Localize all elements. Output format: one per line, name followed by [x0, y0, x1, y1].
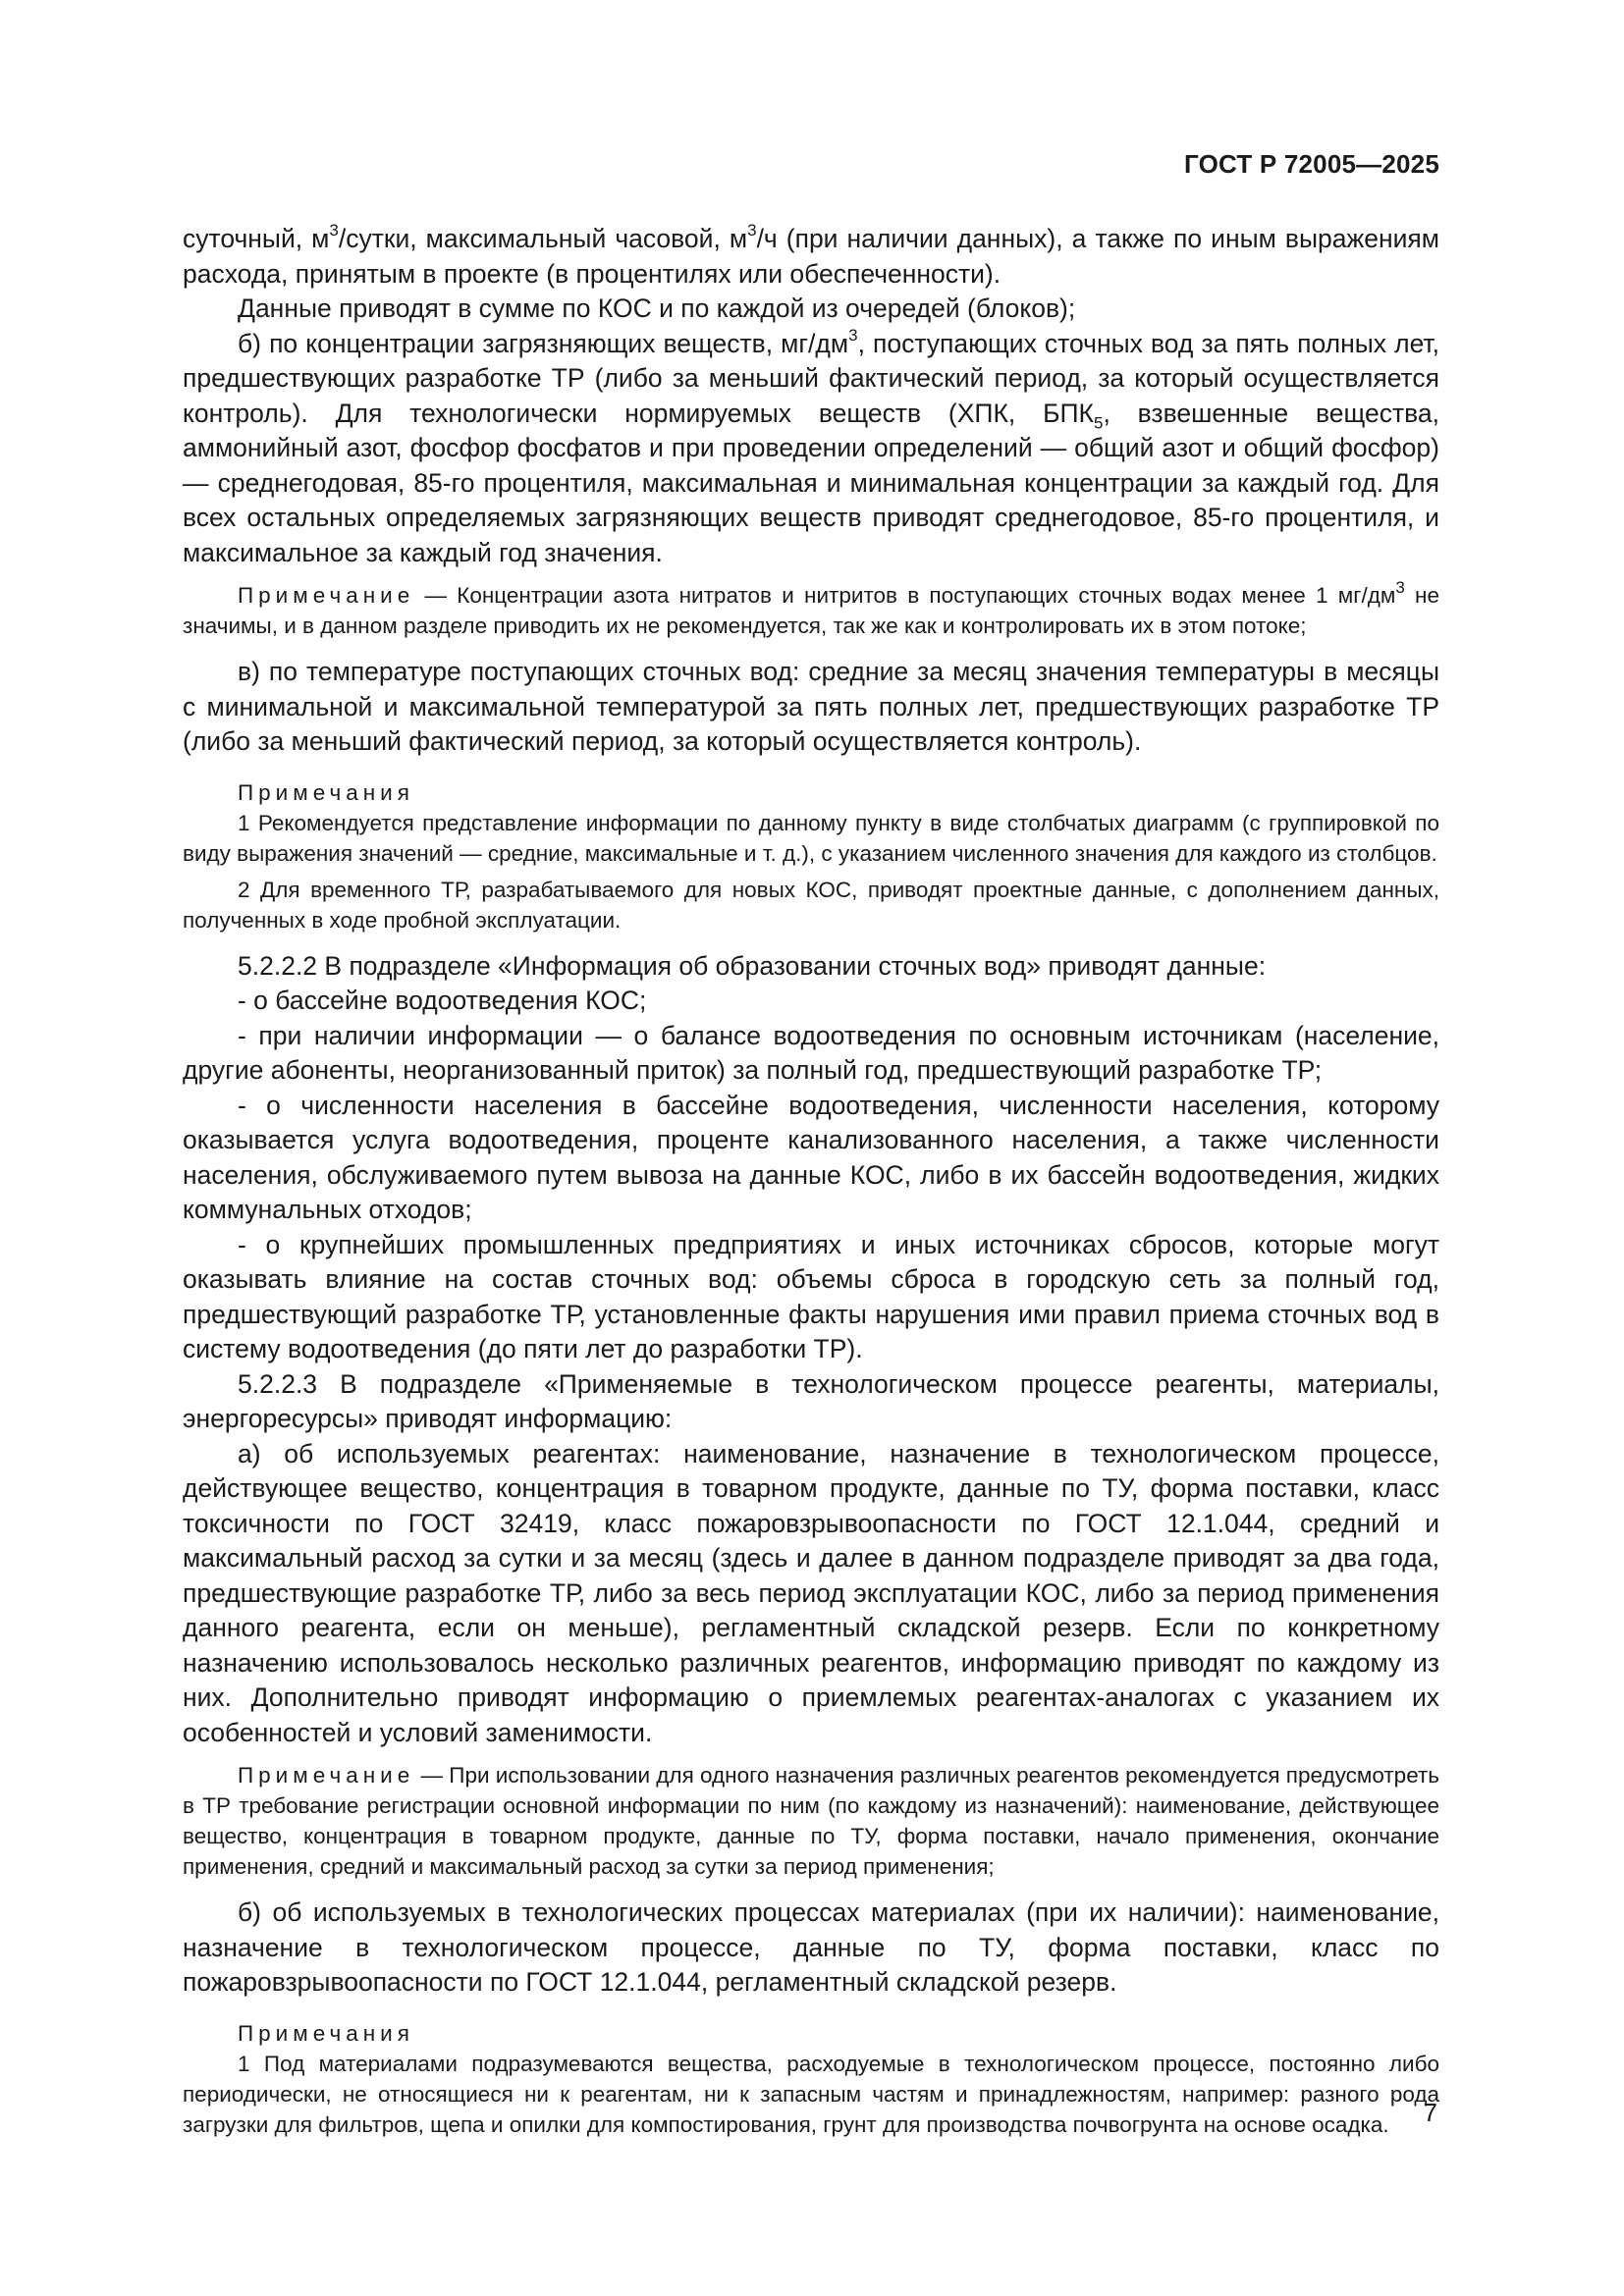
page-number: 7	[1423, 2098, 1437, 2127]
note-label: Примечание	[238, 583, 415, 608]
list-item: - о крупнейших промышленных предприятиях и иных источниках сбросов, которые могут оказывать влияние на состав сточных вод: объемы сброса в городскую сеть за полный год, предшествующий разработке ТР, установленные факты нарушения ими правил приема сточных вод в систему водоотведения (до пяти лет до разработки ТР).	[183, 1229, 1439, 1363]
paragraph-materials: б) об используемых в технологических процессах материалах (при их наличии): наименование, назначение в технологическом процессе, данные по ТУ, форма поставки, класс по пожаровзрывоопасности по ГОСТ 12.1.044, регламентный складской резерв.	[183, 1897, 1439, 1997]
note-reagents	[183, 1760, 1439, 1882]
text-span: /сутки, максимальный часовой, м	[338, 224, 748, 253]
text-span: , взвешенные вещества, аммонийный азот, фосфор фосфатов и при проведении определений — общий азот и общий фосфор) — среднегодовая, 85-го процентиля, максимальная и минимальная концентрации за каждый год. Для всех остальных определяемых загрязняющих веществ приводят среднегодовое, 85-го процентиля, и максимальное за каждый год значения.	[183, 398, 1440, 567]
paragraph-concentration	[183, 327, 1439, 571]
superscript: 3	[848, 325, 858, 345]
note-nitrates	[183, 577, 1439, 641]
standard-header: ГОСТ Р 72005—2025	[1184, 149, 1439, 179]
text-span: — Концентрации азота нитратов и нитритов в поступающих сточных водах менее 1 мг/дм	[414, 583, 1396, 608]
paragraph-reagents: а) об используемых реагентах: наименование, назначение в технологическом процессе, действующее вещество, концентрация в товарном продукте, данные по ТУ, форма поставки, класс токсичности по ГОСТ 32419, класс пожаровзрывоопасности по ГОСТ 12.1.044, средний и максимальный расход за сутки и за месяц (здесь и далее в данном подразделе приводят за два года, предшествующие разработке ТР, либо за весь период эксплуатации КОС, либо за период применения данного реагента, если он меньше), регламентный складской резерв. Если по конкретному назначению использовалось несколько различных реагентов, информацию приводят по каждому из них. Дополнительно приводят информацию о приемлемых реагентах-аналогах с указанием их особенностей и условий заменимости.	[183, 1438, 1439, 1747]
notes-heading: Примечания	[238, 779, 414, 805]
superscript: 3	[747, 221, 757, 240]
text-span: /ч (при наличии данных), а также по иным выражениям расхода, принятым в проекте (в процентилях или обеспеченности).	[183, 224, 1439, 289]
paragraph-data-sum: Данные приводят в сумме по КОС и по каждой из очередей (блоков);	[238, 294, 1076, 323]
note-item: 1 Рекомендуется представление информации по данному пункту в виде столбчатых диаграмм (с группировкой по виду выражения значений — средние, максимальные и т. д.), с указанием численного значения для каждого из столбцов.	[183, 810, 1439, 866]
list-item: - о численности населения в бассейне водоотведения, численности населения, которому оказывается услуга водоотведения, проценте канализованного населения, а также численности населения, обслуживаемого путем вывоза на данные КОС, либо в их бассейн водоотведения, жидких коммунальных отходов;	[183, 1090, 1439, 1224]
note-label: Примечание	[238, 1763, 415, 1788]
text-span: — При использовании для одного назначения различных реагентов рекомендуется предусмотреть в ТР требование регистрации основной информации по ним (по каждому из назначений): наименование, действующее вещество, концентрация в товарном продукте, данные по ТУ, форма поставки, начало применения, окончание применения, средний и максимальный расход за сутки за период применения;	[183, 1763, 1439, 1879]
text-span: б) по концентрации загрязняющих веществ, мг/дм	[238, 328, 849, 358]
text-span: суточный, м	[183, 224, 330, 253]
paragraph-5-2-2-3: 5.2.2.3 В подразделе «Применяемые в технологическом процессе реагенты, материалы, энергоресурсы» приводят информацию:	[183, 1368, 1439, 1433]
list-item: - при наличии информации — о балансе водоотведения по основным источникам (население, другие абоненты, неорганизованный приток) за полный год, предшествующий разработке ТР;	[183, 1020, 1439, 1085]
superscript: 3	[329, 221, 339, 240]
text-span: не значимы, и в данном разделе приводить их не рекомендуется, так же как и контролировать их в этом потоке;	[183, 583, 1439, 638]
notes-heading: Примечания	[238, 2020, 414, 2046]
paragraph-flow-units	[183, 222, 1439, 292]
superscript: 3	[1395, 577, 1405, 597]
note-item: 1 Под материалами подразумеваются вещества, расходуемые в технологическом процессе, постоянно либо периодически, не относящиеся ни к реагентам, ни к запасным частям и принадлежностям, например: разного рода загрузки для фильтров, щепа и опилки для компостирования, грунт для производства почвогрунта на основе осадка.	[183, 2051, 1439, 2137]
list-item: - о бассейне водоотведения КОС;	[238, 986, 647, 1015]
note-item: 2 Для временного ТР, разрабатываемого для новых КОС, приводят проектные данные, с дополнением данных, полученных в ходе пробной эксплуатации.	[183, 877, 1439, 933]
paragraph-temperature: в) по температуре поступающих сточных вод: средние за месяц значения температуры в месяцы с минимальной и максимальной температурой за пять полных лет, предшествующих разработке ТР (либо за меньший фактический период, за который осуществляется контроль).	[183, 657, 1439, 756]
subscript: 5	[1093, 412, 1104, 432]
page-content	[183, 222, 1439, 2140]
text-span: , поступающих сточных вод за пять полных лет, предшествующих разработке ТР (либо за меньший фактический период, за который осуществляется контроль). Для технологически нормируемых веществ (ХПК, БПК	[183, 328, 1439, 428]
paragraph-5-2-2-2: 5.2.2.2 В подразделе «Информация об образовании сточных вод» приводят данные:	[238, 950, 1267, 981]
